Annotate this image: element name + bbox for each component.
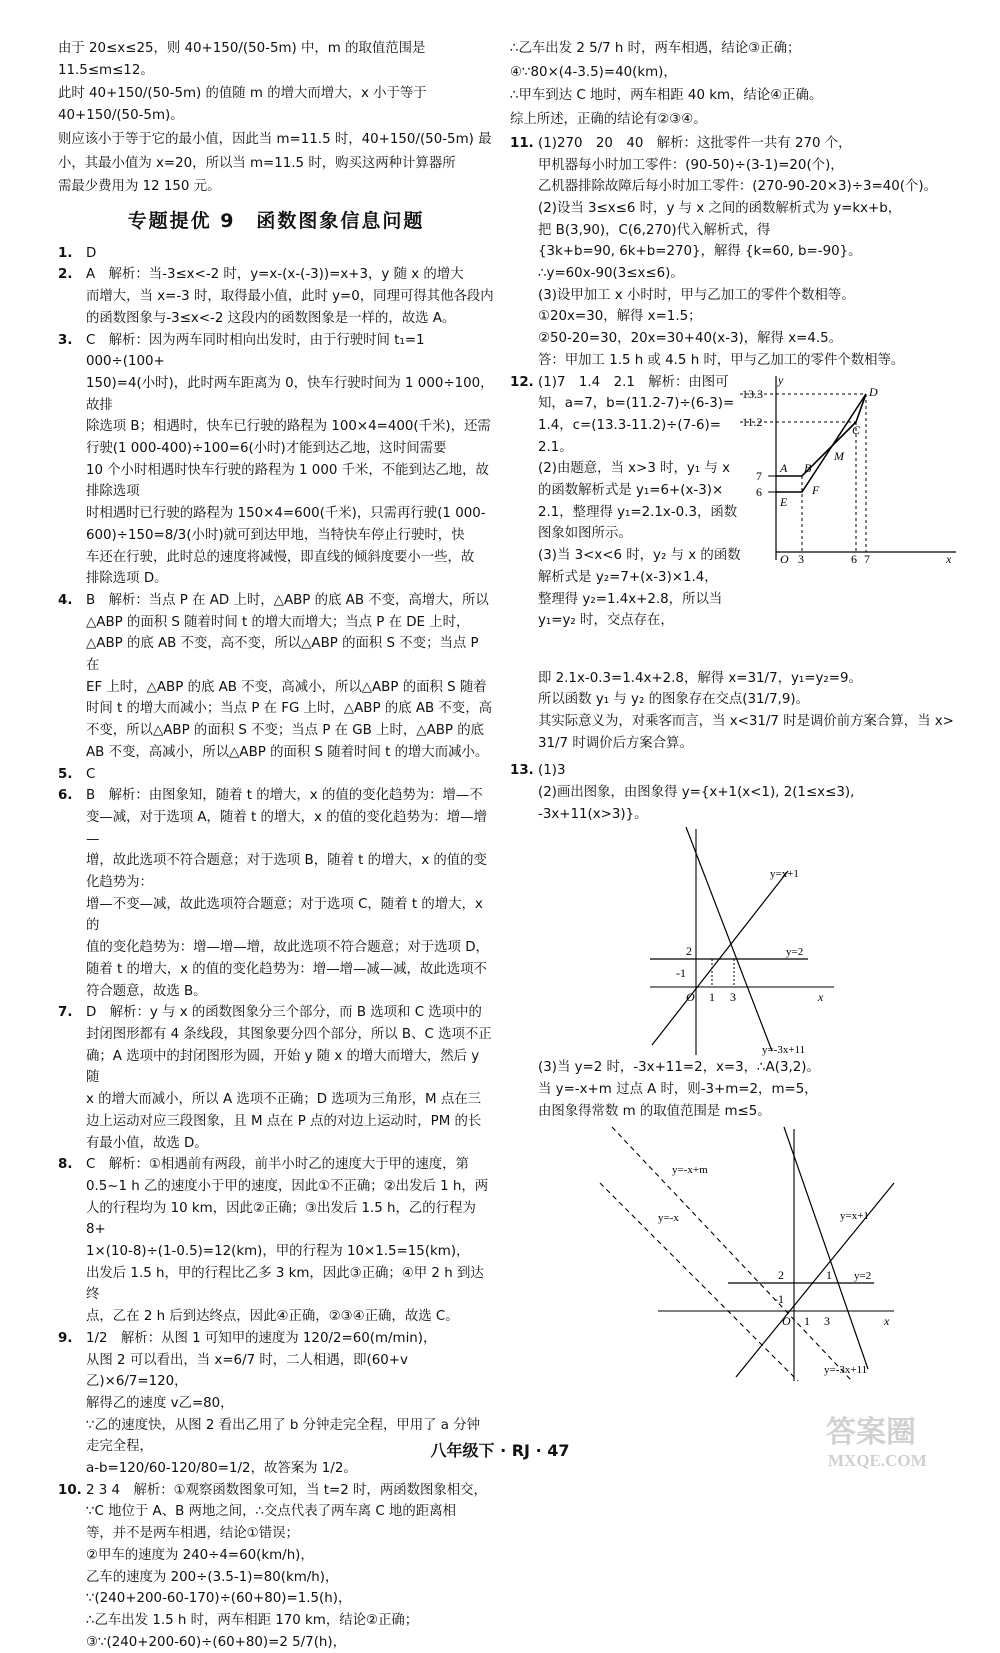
text-line: △ABP 的面积 S 随着时间 t 的增大而增大；当点 P 在 DE 上时， (86, 614, 470, 630)
text-line: 1×(10-8)÷(1-0.5)=12(km)，甲的行程为 10×1.5=15(km)， (86, 1244, 470, 1260)
text-line: 则应该小于等于它的最小值，因此当 m=11.5 时，40+150/(50-5m) 最 (58, 131, 492, 147)
x-tick-label: 3 (798, 551, 804, 564)
line-label: y=x+1 (840, 1209, 869, 1222)
text-line: 知，a=7，b=(11.2-7)÷(6-3)= (538, 396, 735, 412)
answer-item-12 (510, 372, 958, 668)
tick-label: -1 (774, 1291, 784, 1306)
tick-label: 3 (824, 1313, 830, 1328)
text-line: 值的变化趋势为：增—增—增，故此选项不符合题意；对于选项 D， (86, 940, 489, 956)
y-tick-label: 7 (756, 468, 762, 483)
text-line: (2)画出图象，由图象得 y={x+1(x<1), 2(1≤x≤3), -3x+11(x>3)}。 (538, 785, 855, 822)
text-line: 当 y=-x+m 过点 A 时，则-3+m=2，m=5， (538, 1082, 818, 1098)
answer-item (58, 590, 494, 764)
text-line: {3k+b=90, 6k+b=270}，解得 {k=60, b=-90}。 (538, 244, 862, 260)
text-line: (3)设甲加工 x 小时时，甲与乙加工的零件个数相等。 (538, 287, 855, 303)
text-line: 此时 40+150/(50-5m) 的值随 m 的增大而增大，x 小于等于 40+150/(50-5m)。 (58, 86, 427, 124)
x-axis-label: x (818, 990, 824, 1005)
text-line: 点，乙在 2 h 后到达终点，因此④正确，②③④正确，故选 C。 (86, 1309, 459, 1325)
text-line: ∴甲车到达 C 地时，两车相距 40 km，结论④正确。 (510, 88, 823, 104)
text-line: (3)当 y=2 时，-3x+11=2，x=3，∴A(3,2)。 (538, 1060, 820, 1076)
line-y-neg3x-plus-11 (784, 1127, 868, 1369)
text-line: ∵C 地位于 A、B 两地之间，∴交点代表了两车离 C 地的距离相 (86, 1504, 456, 1520)
text-line: 综上所述，正确的结论有②③④。 (510, 112, 707, 128)
item10-continuation (510, 38, 958, 131)
line-label: y=2 (786, 946, 804, 959)
text-line: C (86, 766, 96, 782)
text-line: ②甲车的速度为 240÷4=60(km/h)， (86, 1547, 314, 1563)
item-number: 5. (58, 766, 73, 782)
text-line: 所以函数 y₁ 与 y₂ 的图象存在交点(31/7,9)。 (538, 692, 809, 708)
text-line: 人的行程均为 10 km，因此②正确；③出发后 1.5 h，乙的行程为 8+ (86, 1200, 476, 1238)
text-line: B 解析：当点 P 在 AD 上时，△ABP 的底 AB 不变，高增大，所以 (86, 592, 489, 608)
text-line: ③∵(240+200-60)÷(60+80)=2 5/7(h)， (86, 1634, 347, 1650)
text-line: 边上运动对应三段图象，且 M 点在 P 点的对边上运动时，PM 的长 (86, 1113, 482, 1129)
text-line: AB 不变，高减小，所以△ABP 的面积 S 随着时间 t 的增大而减小。 (86, 744, 489, 760)
answer-item (58, 243, 494, 265)
text-line: 等，并不是两车相遇，结论①错误； (86, 1526, 299, 1542)
item-number: 7. (58, 1005, 73, 1021)
answer-item-11 (510, 133, 958, 372)
text-line: 不变，所以△ABP 的面积 S 不变；当点 P 在 GB 上时，△ABP 的底 (86, 723, 485, 739)
text-line: (1)7 1.4 2.1 解析：由图可 (538, 374, 729, 390)
line-label: y=2 (854, 1269, 872, 1282)
text-line: ④∵80×(4-3.5)=40(km)， (510, 64, 677, 80)
right-column (510, 38, 958, 1383)
text-line: 其实际意义为，对乘客而言，当 x<31/7 时是调价前方案合算，当 x> (538, 713, 954, 729)
line-label: y=x+1 (770, 868, 799, 881)
text-line: 除选项 B；相遇时，快车已行驶的路程为 100×4=400(千米)，还需 (86, 419, 491, 435)
tick-label: 3 (730, 990, 736, 1005)
text-line: ∵(240+200-60-170)÷(60+80)=1.5(h)， (86, 1591, 352, 1607)
tick-label: O (686, 990, 695, 1005)
text-line: 的函数解析式是 y₁=6+(x-3)× (538, 483, 724, 499)
item-number: 12. (510, 374, 534, 390)
text-line: a-b=120/60-120/80=1/2，故答案为 1/2。 (86, 1461, 357, 1477)
text-line: 的函数图象与-3≤x<-2 这段内的函数图象是一样的，故选 A。 (86, 310, 456, 326)
item-number: 8. (58, 1157, 73, 1173)
text-line: (3)当 3<x<6 时，y₂ 与 x 的函数 (538, 548, 741, 564)
section-heading: 专题提优 9 函数图象信息问题 (127, 209, 425, 232)
y-tick-label: 11.2 (742, 414, 763, 429)
text-line: 车还在行驶，此时总的速度将减慢，即直线的倾斜度要小一些，故 (86, 549, 475, 565)
answer-item (58, 1480, 494, 1653)
text-line: 出发后 1.5 h，甲的行程比乙多 3 km，因此③正确；④甲 2 h 到达终 (86, 1265, 484, 1303)
answer-item (58, 330, 494, 590)
item-number: 2. (58, 267, 73, 283)
text-line: ∴乙车出发 1.5 h 时，两车相距 170 km，结论②正确； (86, 1612, 419, 1628)
graph-13-range (598, 1123, 898, 1383)
tick-label: -1 (676, 966, 686, 981)
text-line: 2 3 4 解析：①观察函数图象可知，当 t=2 时，两函数图象相交， (86, 1482, 487, 1498)
text-line: 封闭图形都有 4 条线段，其图象要分四个部分，所以 B、C 选项不正 (86, 1027, 492, 1042)
text-line: D 解析：y 与 x 的函数图象分三个部分，而 B 选项和 C 选项中的 (86, 1005, 482, 1021)
text-line: ∴乙车出发 2 5/7 h 时，两车相遇，结论③正确； (510, 41, 801, 56)
text-line: 而增大，当 x=-3 时，取得最小值，此时 y=0，同理可得其他各段内 (86, 289, 494, 305)
tick-label: 1 (826, 1267, 832, 1282)
answer-item (58, 264, 494, 329)
item-number: 3. (58, 332, 73, 348)
item-number: 6. (58, 788, 73, 804)
text-line: y₁=y₂ 时，交点存在， (538, 613, 674, 629)
text-line: D (86, 245, 97, 261)
text-line: C 解析：①相遇前有两段，前半小时乙的速度大于甲的速度，第 (86, 1157, 469, 1173)
text-line: 把 B(3,90)，C(6,270)代入解析式，得 (538, 222, 771, 238)
x-tick-label: 7 (864, 551, 870, 564)
text-line: x 的增大而减小，所以 A 选项不正确；D 选项为三角形，M 点在三 (86, 1092, 481, 1108)
y-tick-label: 6 (756, 484, 762, 499)
text-line: 变—减，对于选项 A，随着 t 的增大，x 的值的变化趋势为：增—增— (86, 809, 487, 847)
line-y-neg-x (600, 1183, 798, 1381)
text-line: 600)÷150=8/3(小时)就可到达甲地，当特快车停止行驶时，快 (86, 527, 465, 543)
text-line: 由图象得常数 m 的取值范围是 m≤5。 (538, 1103, 771, 1119)
text-line: B 解析：由图象知，随着 t 的增大，x 的值的变化趋势为：增—不 (86, 788, 483, 804)
text-line: 需最少费用为 12 150 元。 (58, 179, 221, 195)
top-continuation (58, 38, 494, 198)
point-label: E (780, 494, 788, 509)
tick-label: O (782, 1313, 791, 1328)
line-label: y=-x (658, 1211, 679, 1224)
watermark-url: MXQE.COM (828, 1451, 927, 1470)
text-line: 答：甲加工 1.5 h 或 4.5 h 时，甲与乙加工的零件个数相等。 (538, 352, 905, 368)
text-line: 行驶(1 000-400)÷100=6(小时)才能到达乙地，这时间需要 (86, 441, 447, 457)
text-line: 走完全程， (86, 1439, 153, 1455)
y-axis-label: y (778, 372, 784, 387)
line-label: y=-3x+11 (762, 1044, 806, 1057)
text-line: 甲机器每小时加工零件：(90-50)÷(3-1)=20(个)， (538, 157, 844, 173)
x-axis-label: x (946, 551, 952, 564)
item12-conclusion (510, 668, 958, 755)
item-number: 4. (58, 592, 73, 608)
text-line: 小，其最小值为 x=20，所以当 m=11.5 时，购买这两种计算器所 (58, 155, 456, 171)
point-label: M (834, 448, 844, 463)
text-line: 2.1，整理得 y₁=2.1x-0.3，函数 (538, 504, 738, 520)
text-line: ①20x=30，解得 x=1.5； (538, 309, 702, 325)
text-line: 由于 20≤x≤25，则 40+150/(50-5m) 中，m 的取值范围是 11.5≤m≤12。 (58, 41, 426, 78)
tick-label: 2 (686, 944, 692, 959)
text-line: (1)3 (538, 763, 566, 779)
line-y-neg-x-plus-m (612, 1127, 852, 1381)
text-line: 乙机器排除故障后每小时加工零件：(270-90-20×3)÷3=40(个)。 (538, 179, 937, 195)
text-line: 1.4，c=(13.3-11.2)÷(7-6)= (538, 417, 721, 433)
text-line: A 解析：当-3≤x<-2 时，y=x-(x-(-3))=x+3，y 随 x 的增大 (86, 267, 464, 283)
point-label: A (780, 460, 788, 475)
page-footer: 八年级下 · RJ · 47 (430, 1441, 570, 1460)
watermark-text: 答案圈 (826, 1416, 916, 1449)
text-line: 确；A 选项中的封闭图形为圆，开始 y 随 x 的增大而增大，然后 y 随 (86, 1048, 480, 1086)
text-line: 时间 t 的增大而减小；当点 P 在 FG 上时，△ABP 的底 AB 不变，高 (86, 701, 492, 717)
answer-item (58, 1154, 494, 1328)
tick-label: 2 (778, 1267, 784, 1282)
point-label: D (869, 384, 878, 399)
text-line: 150)=4(小时)，此时两车距离为 0，快车行驶时间为 1 000÷100，故排 (86, 375, 494, 413)
item12-left-text (538, 372, 763, 632)
watermark-logo (818, 1408, 988, 1470)
text-line: EF 上时，△ABP 的底 AB 不变，高减小，所以△ABP 的面积 S 随着 (86, 679, 487, 695)
graph-13-piecewise (648, 825, 838, 1057)
line-y-neg3x-plus-11 (686, 827, 772, 1051)
answer-item (58, 1002, 494, 1154)
text-line: 随着 t 的增大，x 的值的变化趋势为：增—增—减—减，故此选项不 (86, 961, 487, 977)
answer-item (58, 764, 494, 786)
item-number: 10. (58, 1482, 82, 1498)
item-number: 11. (510, 135, 534, 151)
item-number: 1. (58, 245, 73, 261)
x-axis-label: x (884, 1313, 890, 1328)
answer-item (58, 785, 494, 1002)
text-line: 整理得 y₂=1.4x+2.8，所以当 (538, 591, 723, 607)
y-tick-label: 13.3 (742, 386, 763, 401)
item-number: 13. (510, 763, 534, 779)
text-line: 增，故此选项不符合题意；对于选项 B，随着 t 的增大，x 的值的变化趋势为： (86, 853, 487, 891)
text-line: 0.5~1 h 乙的速度小于甲的速度，因此①不正确；②出发后 1 h，两 (86, 1178, 489, 1194)
text-line: 31/7 时调价后方案合算。 (538, 735, 693, 751)
text-line: 时相遇时已行驶的路程为 150×4=600(千米)，只需再行驶(1 000- (86, 506, 486, 522)
text-line: (2)设当 3≤x≤6 时，y 与 x 之间的函数解析式为 y=kx+b， (538, 200, 902, 216)
text-line: (2)由题意，当 x>3 时，y₁ 与 x (538, 461, 730, 477)
text-line: ∴y=60x-90(3≤x≤6)。 (538, 266, 684, 282)
left-column (58, 38, 494, 1653)
text-line: 增—不变—减，故此选项符合题意；对于选项 C，随着 t 的增大，x 的 (86, 896, 483, 934)
text-line: 符合题意，故选 B。 (86, 983, 207, 999)
text-line: C 解析：因为两车同时相向出发时，由于行驶时间 t₁=1 000÷(100+ (86, 332, 425, 370)
text-line: 即 2.1x-0.3=1.4x+2.8，解得 x=31/7，y₁=y₂=9。 (538, 670, 862, 686)
text-line: 解析式是 y₂=7+(x-3)×1.4， (538, 569, 718, 585)
text-line: ②50-20=30，20x=30+40(x-3)，解得 x=4.5。 (538, 331, 843, 347)
line-label: y=-x+m (672, 1163, 708, 1176)
text-line: 图象如图所示。 (538, 526, 632, 542)
text-line: 从图 2 可以看出，当 x=6/7 时，二人相遇，即(60+v乙)×6/7=120， (86, 1352, 408, 1390)
point-label: B (804, 460, 812, 475)
text-line: 排除选项 D。 (86, 571, 168, 587)
tick-label: 1 (804, 1313, 810, 1328)
text-line: 10 个小时相遇时快车行驶的路程为 1 000 千米，不能到达乙地，故排除选项 (86, 462, 489, 500)
x-tick-label: O (780, 551, 789, 564)
x-tick-label: 6 (851, 551, 857, 564)
text-line: 2.1。 (538, 439, 573, 455)
graph-12 (738, 372, 960, 564)
answer-item-13 (510, 760, 958, 1382)
tick-label: 1 (709, 990, 715, 1005)
text-line: 解得乙的速度 v乙=80， (86, 1395, 234, 1411)
text-line: (1)270 20 40 解析：这批零件一共有 270 个， (538, 135, 852, 151)
text-line: △ABP 的底 AB 不变，高不变，所以△ABP 的面积 S 不变；当点 P 在 (86, 636, 479, 674)
point-label: F (812, 482, 820, 497)
line-y-x-plus-1 (652, 871, 788, 1045)
item-number: 9. (58, 1330, 73, 1346)
text-line: 有最小值，故选 D。 (86, 1135, 208, 1151)
line-y1 (776, 394, 866, 492)
text-line: ∵乙的速度快，从图 2 看出乙用了 b 分钟走完全程，甲用了 a 分钟 (86, 1417, 481, 1433)
text-line: 1/2 解析：从图 1 可知甲的速度为 120/2=60(m/min)， (86, 1330, 437, 1346)
point-label: C (852, 422, 861, 437)
text-line: 乙车的速度为 200÷(3.5-1)=80(km/h)， (86, 1569, 339, 1585)
line-label: y=-3x+11 (824, 1363, 868, 1376)
